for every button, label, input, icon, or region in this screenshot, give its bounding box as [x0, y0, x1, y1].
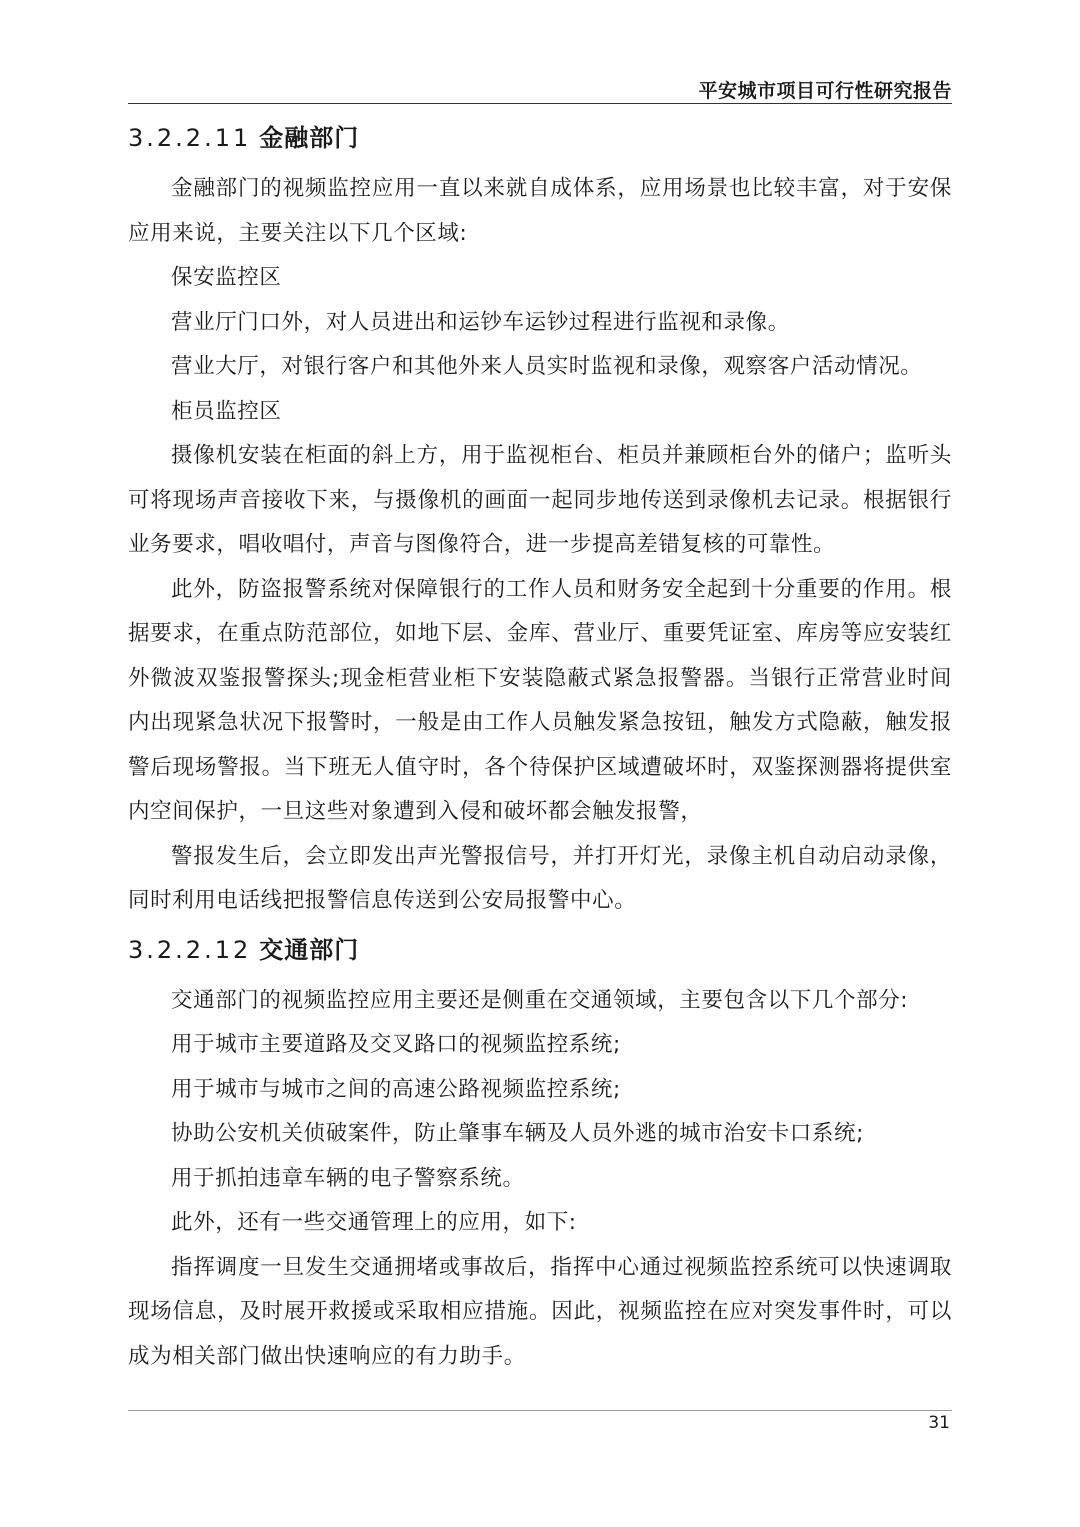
list-item: 用于城市与城市之间的高速公路视频监控系统; [171, 1076, 621, 1102]
list-item: 用于城市主要道路及交叉路口的视频监控系统; [171, 1032, 621, 1057]
footer-divider [128, 1410, 952, 1411]
section-traffic [128, 928, 952, 1380]
paragraph: 营业厅门口外，对人员进出和运钞车运钞过程进行监视和录像。 [171, 309, 790, 335]
section-title: 金融部门 [259, 124, 360, 152]
section-number: 3.2.2.12 [128, 935, 252, 964]
list-item: 协助公安机关侦破案件，防止肇事车辆及人员外逃的城市治安卡口系统; [171, 1121, 864, 1146]
report-title: 平安城市项目可行性研究报告 [698, 80, 952, 102]
header-divider [128, 103, 952, 104]
page-number: 31 [928, 1413, 950, 1433]
section-title: 交通部门 [259, 935, 360, 964]
subheading: 保安监控区 [171, 265, 282, 290]
subheading: 柜员监控区 [171, 398, 282, 424]
paragraph: 交通部门的视频监控应用主要还是侧重在交通领域，主要包含以下几个部分: [171, 987, 909, 1013]
section-heading [128, 928, 952, 972]
paragraph: 警报发生后，会立即发出声光警报信号，并打开灯光，录像主机自动启动录像，同时利用电话线把报警信息传送到公安局报警中心。 [128, 843, 952, 913]
page-header [128, 74, 952, 104]
paragraph: 此外，还有一些交通管理上的应用，如下: [171, 1210, 577, 1235]
paragraph: 指挥调度一旦发生交通拥堵或事故后，指挥中心通过视频监控系统可以快速调取现场信息，及时展开救援或采取相应措施。因此，视频监控在应对突发事件时，可以成为相关部门做出快速响应的有力助手。 [128, 1254, 952, 1369]
paragraph: 金融部门的视频监控应用一直以来就自成体系，应用场景也比较丰富，对于安保应用来说，主要关注以下几个区域: [128, 176, 952, 246]
document-body [128, 116, 952, 1379]
paragraph: 摄像机安装在柜面的斜上方，用于监视柜台、柜员并兼顾柜台外的储户；监听头可将现场声音接收下来，与摄像机的画面一起同步地传送到录像机去记录。根据银行业务要求，唱收唱付，声音与图像符合，进一步提高差错复核的可靠性。 [128, 443, 952, 557]
paragraph: 营业大厅，对银行客户和其他外来人员实时监视和录像，观察客户活动情况。 [171, 354, 923, 379]
section-heading [128, 116, 952, 160]
section-number: 3.2.2.11 [128, 124, 252, 152]
section-finance [128, 116, 952, 924]
list-item: 用于抓拍违章车辆的电子警察系统。 [171, 1165, 525, 1191]
paragraph: 此外，防盗报警系统对保障银行的工作人员和财务安全起到十分重要的作用。根据要求，在重点防范部位，如地下层、金库、营业厅、重要凭证室、库房等应安装红外微波双鉴报警探头;现金柜营业柜下安装隐蔽式紧急报警器。当银行正常营业时间内出现紧急状况下报警时，一般是由工作人员触发紧急按钮，触发方式隐蔽，触发报警后现场警报。当下班无人值守时，各个待保护区域遭破坏时，双鉴探测器将提供室内空间保护，一旦这些对象遭到入侵和破坏都会触发报警， [128, 576, 952, 824]
